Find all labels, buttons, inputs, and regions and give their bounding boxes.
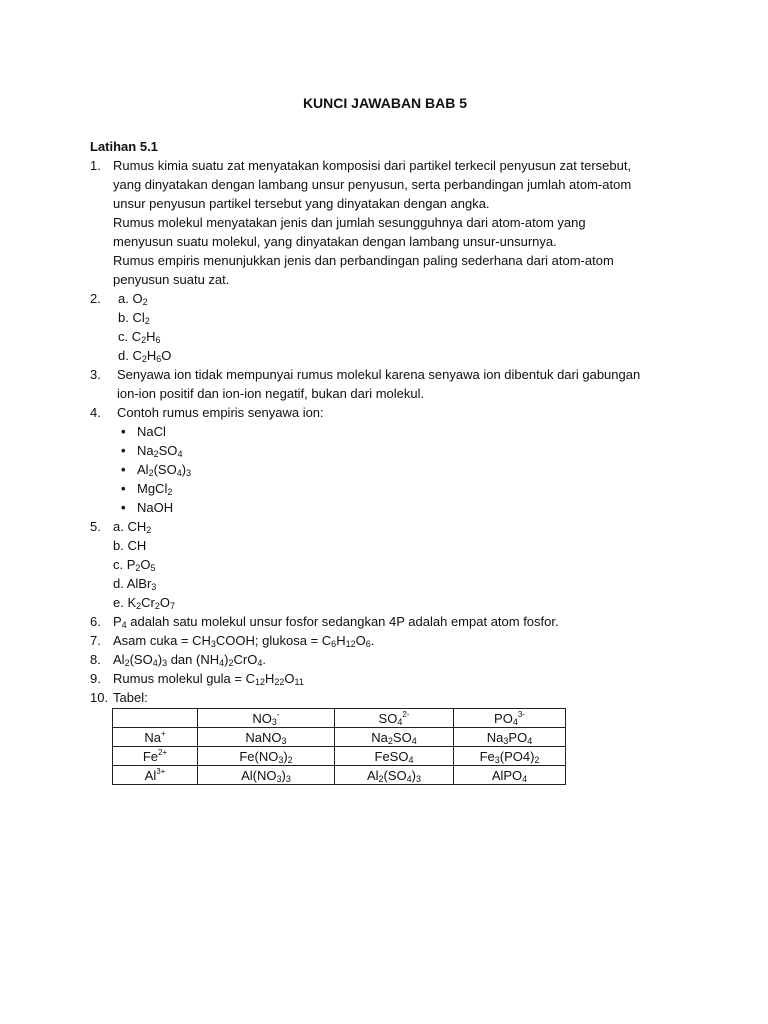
text-line: yang dinyatakan dengan lambang unsur penyusun, serta perbandingan jumlah atom-atom	[113, 177, 632, 192]
answer-body: Rumus molekul gula = $C_{12}H_{22}O_{11}$	[113, 671, 304, 687]
table-cell: $Al_2(SO_4)_3$	[335, 766, 454, 785]
answer-7	[90, 631, 680, 650]
answer-content	[90, 137, 680, 785]
table-row-header: $Al^{3+}$	[113, 766, 198, 785]
formula-line: d. $C_2H_6O$	[118, 348, 172, 364]
answer-body	[113, 517, 680, 612]
bullet-item: • $Al_2(SO_4)_3$	[121, 462, 192, 478]
formula-line: d. AlBr$_3$	[113, 576, 157, 592]
table-cell: NaNO$_3$	[198, 728, 335, 747]
formula-line: c. $P_2O_5$	[113, 557, 156, 573]
table-cell: FeSO$_4$	[335, 747, 454, 766]
answer-6	[90, 612, 680, 631]
formula-line: a. $CH_2$	[113, 519, 152, 535]
formula-line: b. $Cl_2$	[118, 310, 150, 326]
formula-line: e. $K_2Cr_2O_7$	[113, 595, 176, 611]
answer-body	[113, 156, 680, 289]
answer-5	[90, 517, 680, 612]
answer-body	[113, 403, 680, 517]
formula-line: a. $O_2$	[118, 291, 148, 307]
bullet-item: • $Na_2SO_4$	[121, 443, 183, 459]
page-title: KUNCI JAWABAN BAB 5	[302, 95, 468, 111]
bullet-item: • NaCl	[121, 424, 166, 439]
bullet-list	[117, 422, 680, 517]
table-row-header: Na+	[113, 728, 198, 747]
table-cell: $Na_3PO_4$	[454, 728, 566, 747]
answer-number: 8.	[90, 652, 101, 667]
section-heading: Latihan 5.1	[90, 139, 158, 154]
answer-10	[90, 688, 680, 707]
text-line: Senyawa ion tidak mempunyai rumus molekul karena senyawa ion dibentuk dari gabungan	[117, 367, 641, 382]
answer-number: 6.	[90, 614, 101, 629]
answer-number: 2.	[90, 291, 101, 306]
bullet-item: • MgCl$_2$	[121, 481, 173, 497]
answer-body	[113, 289, 680, 365]
answer-body: $P_4$ adalah satu molekul unsur fosfor sedangkan 4P adalah empat atom fosfor.	[113, 614, 559, 630]
answer-body: Asam cuka = $CH_3COOH$; glukosa = $C_6H_{12}O_6$.	[113, 633, 375, 649]
table-row	[113, 766, 566, 785]
table-row	[113, 747, 566, 766]
answer-number: 7.	[90, 633, 101, 648]
table-cell-empty	[113, 709, 198, 728]
answer-2	[90, 289, 680, 365]
answer-number: 4.	[90, 405, 101, 420]
answer-body	[113, 365, 680, 403]
table-header-cell: $NO_3^-$	[198, 709, 335, 728]
answer-number: 10.	[90, 690, 109, 705]
answer-body: Tabel:	[113, 690, 148, 705]
table-cell: AlPO$_4$	[454, 766, 566, 785]
answer-8	[90, 650, 680, 669]
answer-number: 9.	[90, 671, 101, 686]
text-line: Contoh rumus empiris senyawa ion:	[117, 405, 324, 420]
text-line: Rumus empiris menunjukkan jenis dan perbandingan paling sederhana dari atom-atom	[113, 253, 614, 268]
ion-compound-table	[112, 708, 566, 785]
text-line: ion-ion positif dan ion-ion negatif, bukan dari molekul.	[117, 386, 425, 401]
answer-number: 1.	[90, 158, 101, 173]
table-header-cell: $SO_4^{2-}$	[335, 709, 454, 728]
formula-line: b. CH	[113, 538, 147, 553]
table-cell: $Al(NO_3)_3$	[198, 766, 335, 785]
text-line: penyusun suatu zat.	[113, 272, 230, 287]
text-line: menyusun suatu molekul, yang dinyatakan dengan lambang unsur-unsurnya.	[113, 234, 557, 249]
answer-4	[90, 403, 680, 517]
bullet-item: • NaOH	[121, 500, 174, 515]
table-row	[113, 728, 566, 747]
table-header-cell: $PO_4^{3-}$	[454, 709, 566, 728]
table-header-row	[113, 709, 566, 728]
text-line: Rumus molekul menyatakan jenis dan jumlah sesungguhnya dari atom-atom yang	[113, 215, 586, 230]
answer-number: 5.	[90, 519, 101, 534]
answer-1	[90, 156, 680, 289]
answer-body: $Al_2(SO_4)_3$ dan $(NH_4)_2CrO_4$.	[113, 652, 266, 668]
table-cell: $Fe(NO_3)_2$	[198, 747, 335, 766]
formula-line: c. $C_2H_6$	[118, 329, 161, 345]
table-row-header: $Fe^{2+}$	[113, 747, 198, 766]
answer-9	[90, 669, 680, 688]
table-cell: $Fe_3(PO4)_2$	[454, 747, 566, 766]
table-cell: $Na_2SO_4$	[335, 728, 454, 747]
text-line: unsur penyusun partikel tersebut yang dinyatakan dengan angka.	[113, 196, 490, 211]
answer-number: 3.	[90, 367, 101, 382]
answer-3	[90, 365, 680, 403]
text-line: Rumus kimia suatu zat menyatakan komposisi dari partikel terkecil penyusun zat tersebut,	[113, 158, 632, 173]
